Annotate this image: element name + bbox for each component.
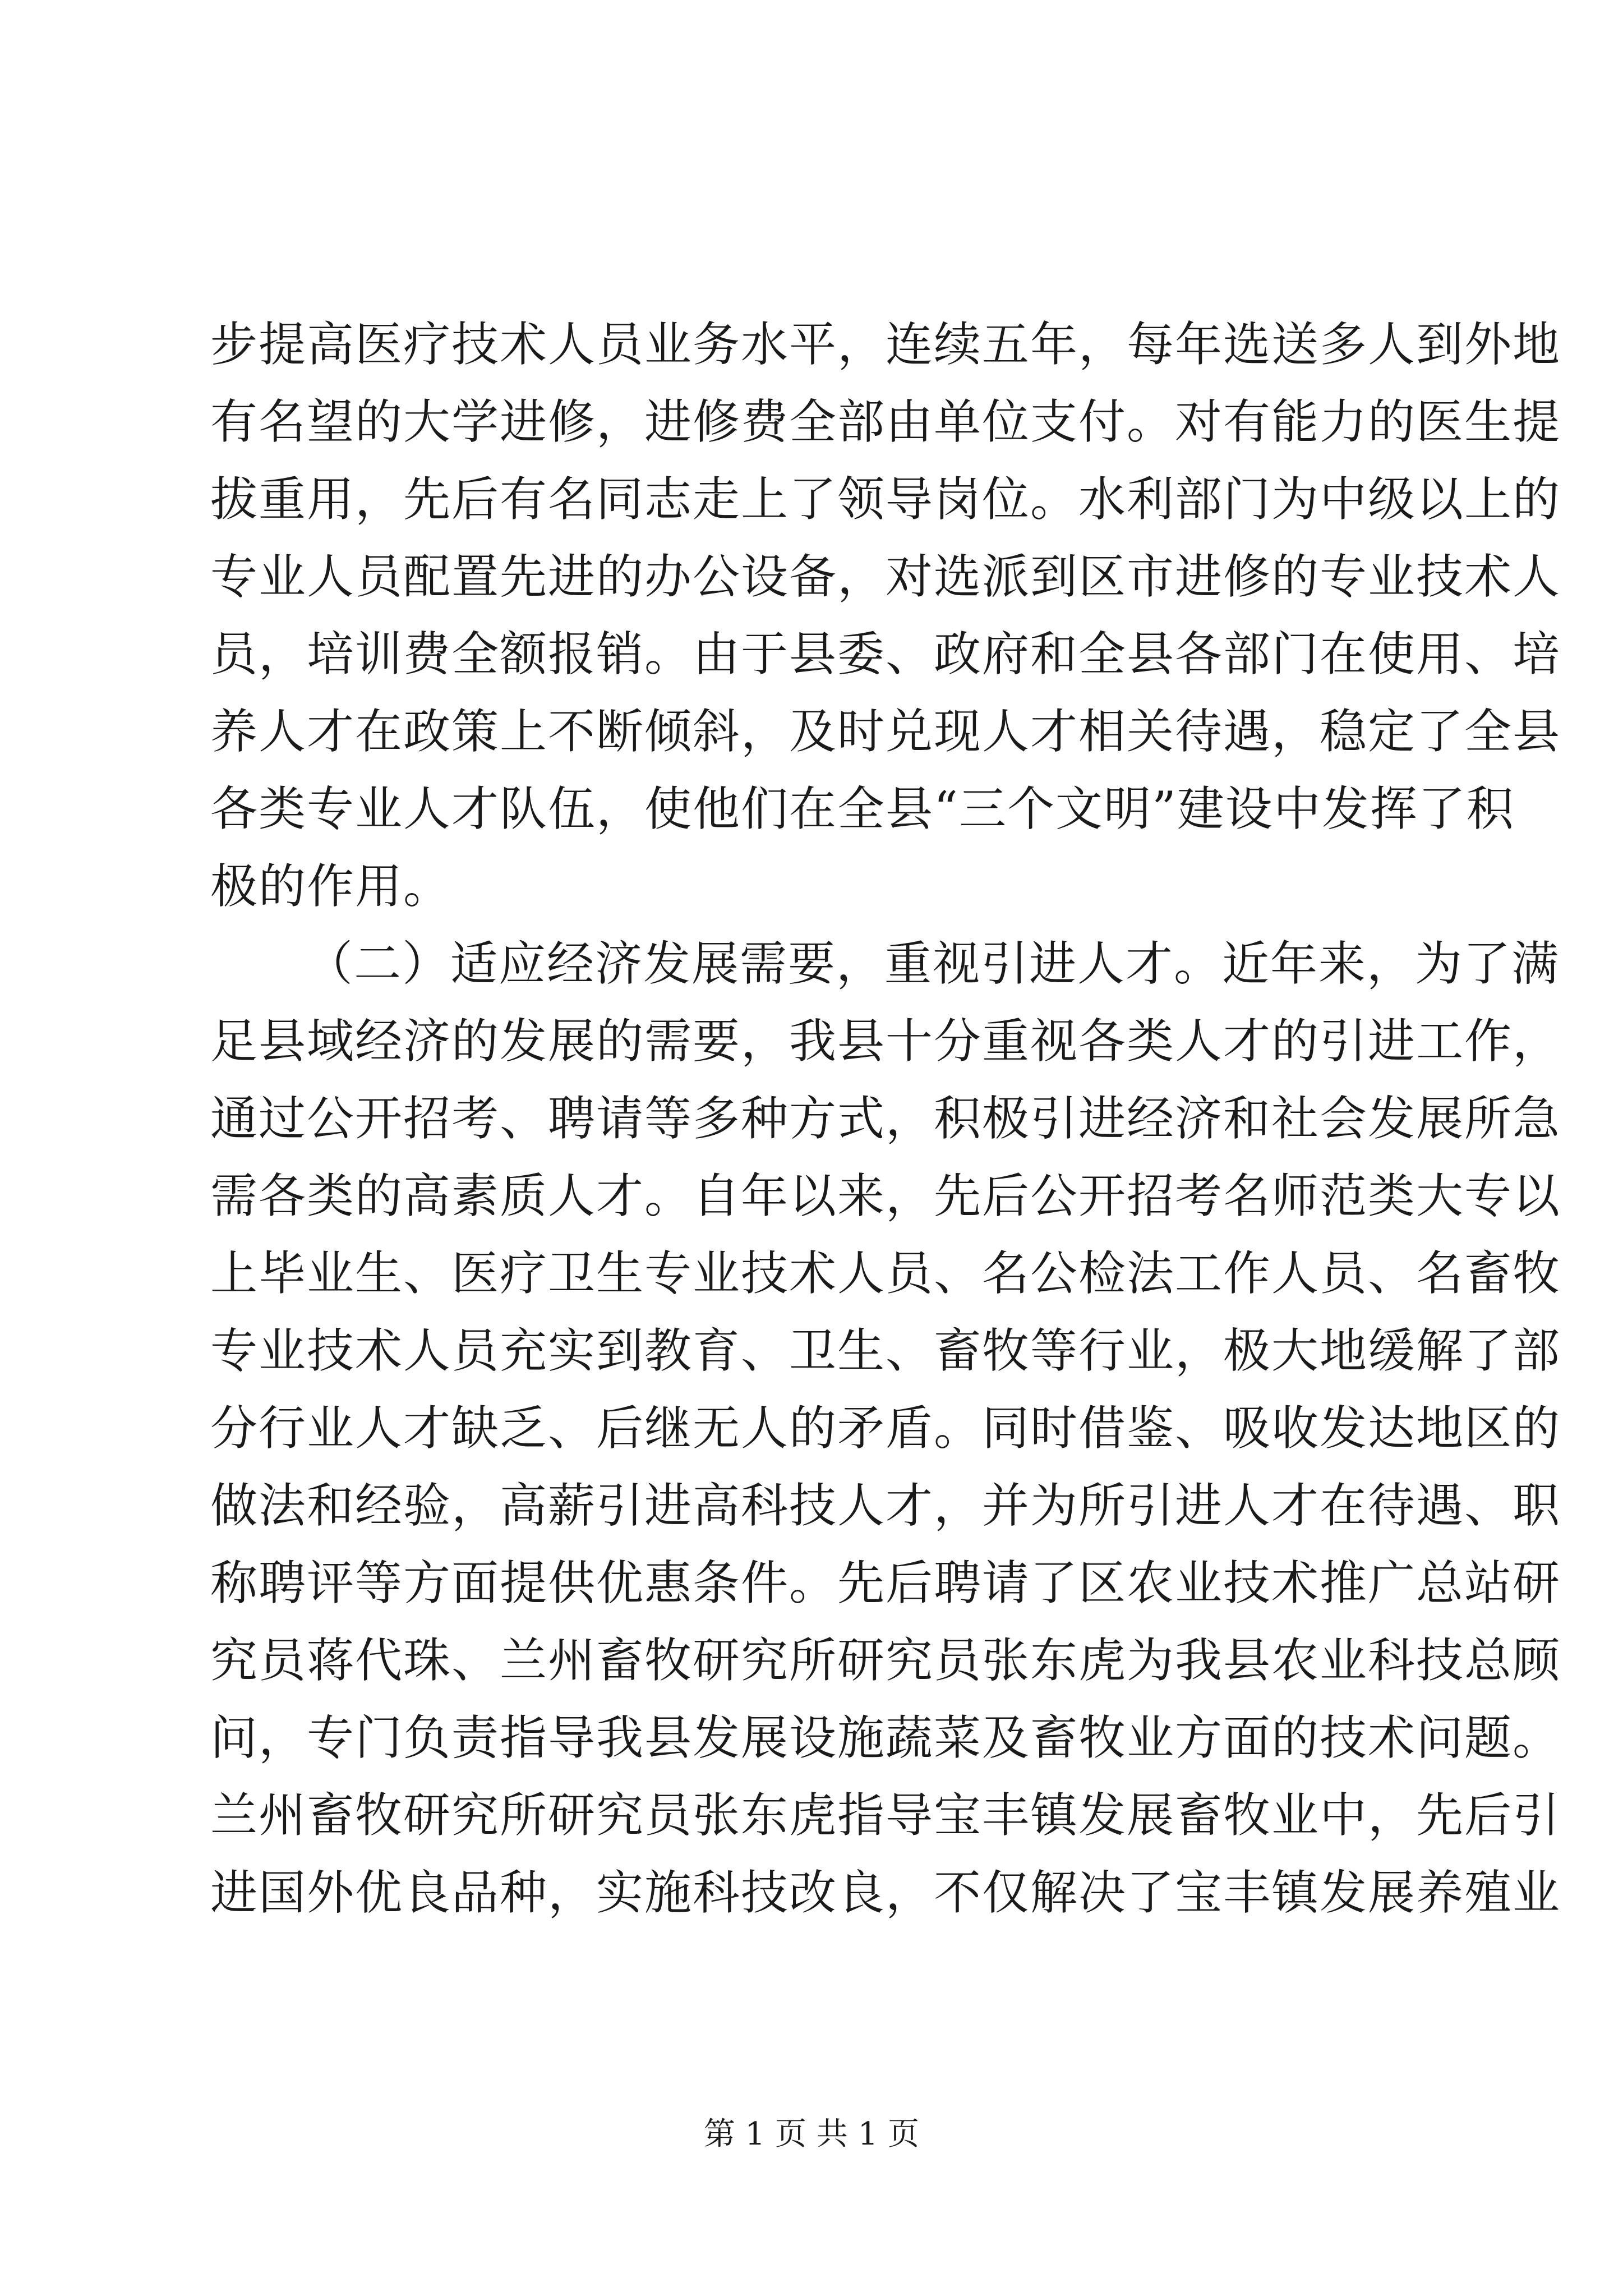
text-line: 分行业人才缺乏、后继无人的矛盾。同时借鉴、吸收发达地区的 (210, 1401, 1561, 1456)
section-heading-line: （二）适应经济发展需要，重视引进人才。近年来，为了满 (306, 936, 1560, 991)
text-line: 通过公开招考、聘请等多种方式，积极引进经济和社会发展所急 (210, 1091, 1561, 1146)
text-line: 问，专门负责指导我县发展设施蔬菜及畜牧业方面的技术问题。 (210, 1710, 1561, 1765)
text-line: 进国外优良品种，实施科技改良，不仅解决了宝丰镇发展养殖业 (210, 1865, 1561, 1920)
text-line: 极的作用。 (210, 859, 452, 914)
text-line: 兰州畜牧研究所研究员张东虎指导宝丰镇发展畜牧业中，先后引 (210, 1788, 1561, 1843)
text-line: 步提高医疗技术人员业务水平，连续五年，每年选送多人到外地 (210, 317, 1561, 372)
text-line: 有名望的大学进修，进修费全部由单位支付。对有能力的医生提 (210, 394, 1561, 449)
text-line: 称聘评等方面提供优惠条件。先后聘请了区农业技术推广总站研 (210, 1556, 1561, 1611)
text-line: 需各类的高素质人才。自年以来，先后公开招考名师范类大专以 (210, 1168, 1561, 1223)
text-line: 员，培训费全额报销。由于县委、政府和全县各部门在使用、培 (210, 627, 1561, 682)
text-line: 养人才在政策上不断倾斜，及时兑现人才相关待遇，稳定了全县 (210, 704, 1561, 759)
text-line: 上毕业生、医疗卫生专业技术人员、名公检法工作人员、名畜牧 (210, 1246, 1561, 1301)
text-line: 究员蒋代珠、兰州畜牧研究所研究员张东虎为我县农业科技总顾 (210, 1633, 1561, 1688)
text-line: 做法和经验，高薪引进高科技人才，并为所引进人才在待遇、职 (210, 1478, 1561, 1533)
text-line: 足县域经济的发展的需要，我县十分重视各类人才的引进工作， (210, 1014, 1561, 1069)
text-line: 专业人员配置先进的办公设备，对选派到区市进修的专业技术人 (210, 549, 1561, 604)
text-line: 各类专业人才队伍，使他们在全县“三个文明”建设中发挥了积 (210, 781, 1515, 836)
text-line: 拔重用，先后有名同志走上了领导岗位。水利部门为中级以上的 (210, 472, 1561, 527)
body-text (210, 306, 1561, 1931)
page-number-footer: 第 1 页 共 1 页 (703, 2116, 920, 2152)
text-line: 专业技术人员充实到教育、卫生、畜牧等行业，极大地缓解了部 (210, 1323, 1561, 1378)
